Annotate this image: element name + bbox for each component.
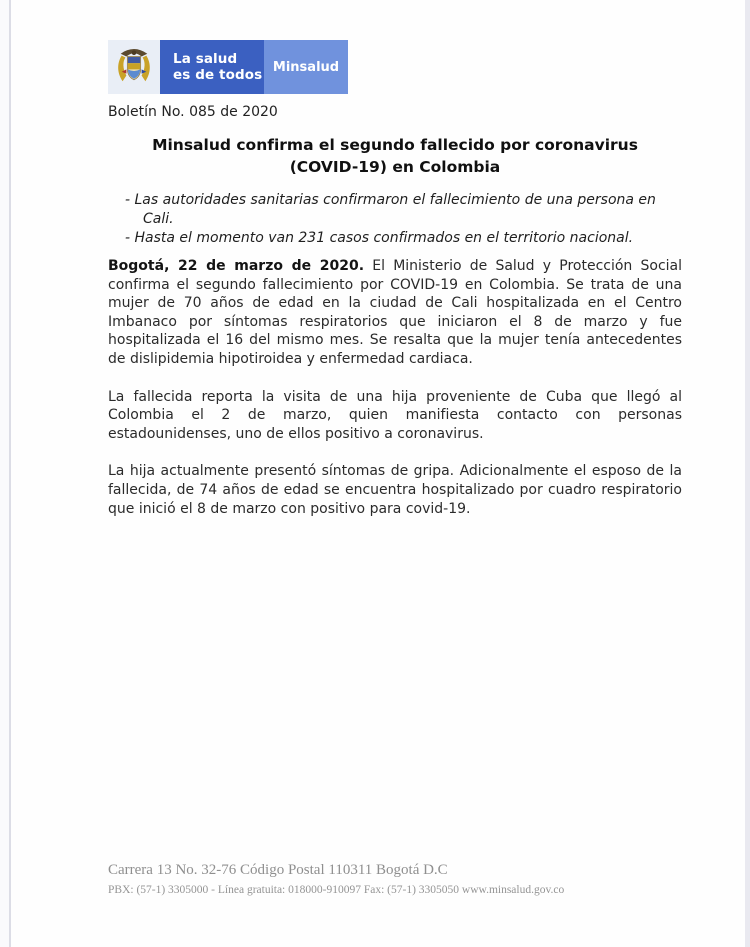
title-line-2: (COVID-19) en Colombia [289, 158, 501, 176]
highlight-item: - Hasta el momento van 231 casos confirmados en el territorio nacional. [125, 230, 634, 246]
body-paragraph [108, 388, 682, 444]
body-paragraph [108, 462, 682, 518]
bulletin-number: Boletín No. 085 de 2020 [108, 104, 278, 120]
highlight-item: - Las autoridades sanitarias confirmaron el fallecimiento de una persona en Cali. [125, 192, 656, 227]
minsalud-logo [108, 40, 348, 94]
document-title [108, 134, 682, 178]
logo-tagline [160, 40, 264, 94]
scan-edge-left-line [9, 0, 11, 947]
paragraph-text: El Ministerio de Salud y Protección Social confirma el segundo fallecimiento por COVID-19 en Colombia. Se trata de una mujer de 70 años de edad en la ciudad de Cali hospitalizada en el Centro Imbanaco por síntomas respiratorios que iniciaron el 8 de marzo y fue hospitalizada el 16 del mismo mes. Se resalta que la mujer tenía antecedentes de dislipidemia hipotiroidea y enfermedad cardiaca. [108, 258, 683, 367]
scan-edge-left [0, 0, 9, 947]
colombia-coat-of-arms-icon [115, 45, 153, 89]
paragraph-dateline: Bogotá, 22 de marzo de 2020. [108, 258, 365, 274]
paragraph-text: La fallecida reporta la visita de una hija proveniente de Cuba que llegó al Colombia el 2 de marzo, quien manifiesta contacto con personas estadounidenses, uno de ellos positivo a coronavirus. [108, 388, 682, 442]
body-paragraph [108, 257, 682, 369]
logo-crest-box [108, 40, 160, 94]
highlights-list [108, 191, 670, 248]
document-footer [108, 861, 708, 897]
logo-tagline-line2: es de todos [173, 67, 263, 83]
footer-contact: PBX: (57-1) 3305000 - Línea gratuita: 018000-910097 Fax: (57-1) 3305050 www.minsalud.gov.co [108, 884, 565, 896]
logo-brand: Minsalud [264, 40, 348, 94]
title-line-1: Minsalud confirma el segundo fallecido por coronavirus [152, 136, 638, 154]
body-text [108, 257, 682, 537]
paragraph-text: La hija actualmente presentó síntomas de gripa. Adicionalmente el esposo de la fallecida, de 74 años de edad se encuentra hospitalizado por cuadro respiratorio que inició el 8 de marzo con positivo para covid-19. [108, 463, 682, 517]
logo-tagline-line1: La salud [173, 51, 238, 67]
scan-edge-right [745, 0, 750, 947]
footer-address: Carrera 13 No. 32-76 Código Postal 110311 Bogotá D.C [108, 862, 448, 878]
